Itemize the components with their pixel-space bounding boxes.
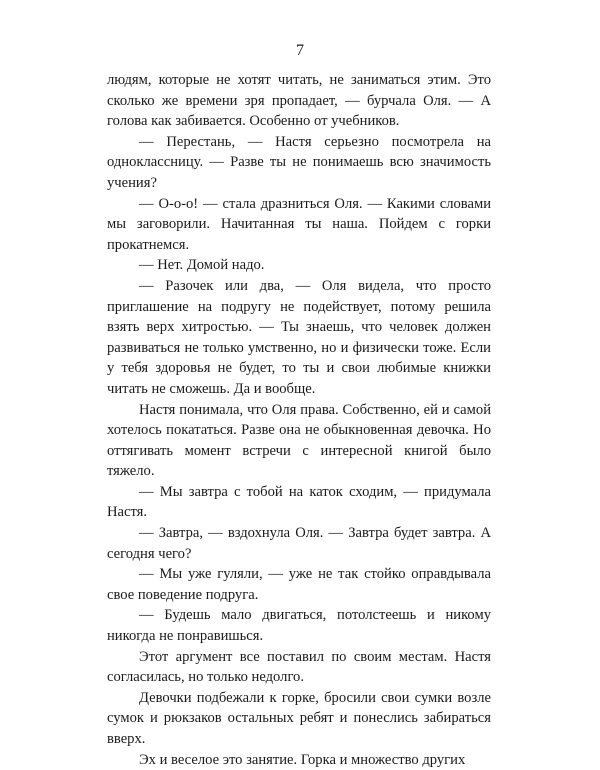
paragraph: — Мы завтра с тобой на каток сходим, — придумала Настя.	[107, 483, 491, 521]
paragraph: Настя понимала, что Оля права. Собственно, ей и самой хотелось покататься. Разве она не обыкновенная девочка. Но оттягивать момент встречи с интересной книгой было тяжело.	[107, 401, 491, 480]
paragraph: Девочки подбежали к горке, бросили свои сумки возле сумок и рюкзаков остальных ребят и понеслись забираться вверх.	[107, 689, 491, 747]
body-text	[107, 70, 491, 770]
paragraph: Этот аргумент все поставил по своим местам. Настя согласилась, но только недолго.	[107, 648, 491, 686]
page-number: 7	[296, 42, 304, 59]
paragraph: Эх и веселое это занятие. Горка и множество других	[139, 751, 466, 768]
paragraph: — Разочек или два, — Оля видела, что просто приглашение на подругу не подействует, потому решила взять верх хитростью. — Ты знаешь, что человек должен развиваться не только умственно, но и физически тоже. Если у тебя здоровья не будет, то ты и свои любимые книжки читать не сможешь. Да и вообще.	[107, 277, 491, 397]
paragraph: — Мы уже гуляли, — уже не так стойко оправдывала свое поведение подруга.	[107, 566, 491, 603]
paragraph: людям, которые не хотят читать, не заниматься этим. Это сколько же времени зря пропадает, — бурчала Оля. — А голова как забивается. Особенно от учебников.	[107, 72, 491, 130]
paragraph: — Будешь мало двигаться, потолстеешь и никому никогда не понравишься.	[107, 607, 491, 645]
paragraph: — Завтра, — вздохнула Оля. — Завтра будет завтра. А сегодня чего?	[107, 525, 491, 562]
paragraph: — О-о-о! — стала дразниться Оля. — Какими словами мы заговорили. Начитанная ты наша. Пойдем с горки прокатнемся.	[107, 195, 491, 253]
paragraph: — Перестань, — Настя серьезно посмотрела на одноклассницу. — Разве ты не понимаешь всю значимость учения?	[107, 133, 491, 191]
paragraph: — Нет. Домой надо.	[139, 257, 265, 274]
